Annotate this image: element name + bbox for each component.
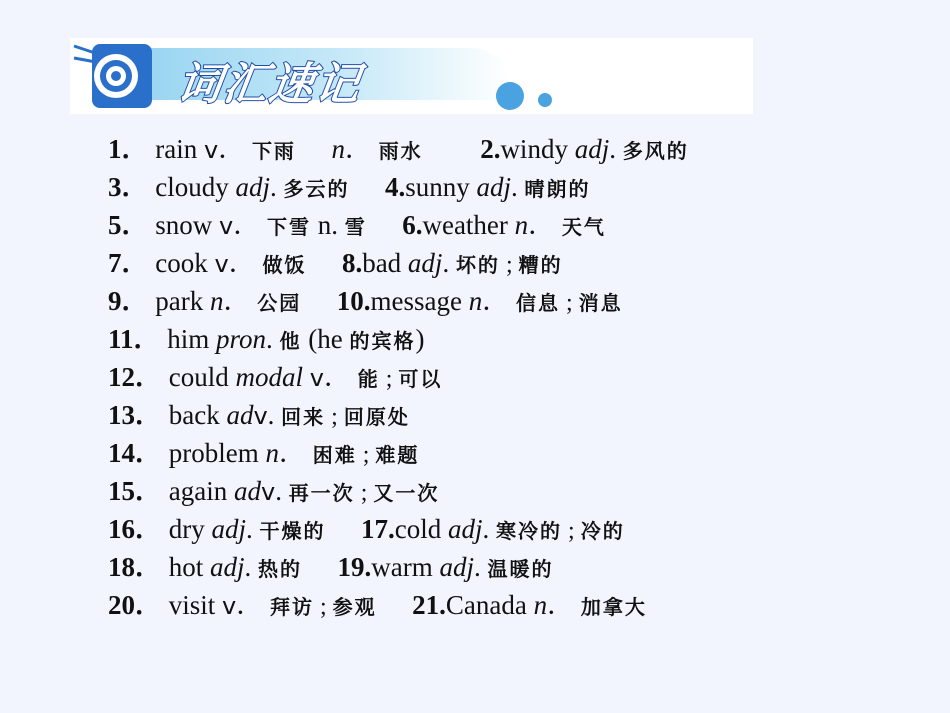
meaning: 拜访 (269, 595, 314, 619)
pos-dot: . (266, 324, 273, 354)
word: problem (168, 438, 259, 468)
banner-graphic (70, 38, 753, 114)
vocab-row (108, 358, 928, 396)
meaning: 雨水 (378, 139, 423, 163)
word: cold (394, 514, 442, 544)
item-number: 9． (108, 286, 149, 316)
vocab-row (108, 168, 928, 206)
separator: ; (505, 252, 513, 278)
separator: ; (568, 518, 575, 544)
vocab-row (108, 244, 928, 282)
vocab-row (108, 586, 928, 624)
pos-dot: ． (218, 134, 246, 164)
meaning: 公园 (257, 291, 302, 315)
pos-dot: . (442, 248, 450, 278)
word: back (168, 400, 220, 430)
word: him (167, 324, 210, 354)
meaning: 冷的 (580, 519, 625, 543)
pos: adj (439, 552, 475, 582)
vocab-row (108, 548, 928, 586)
item-number: 2. (480, 134, 501, 164)
pos-dot: . (244, 552, 252, 582)
pos-verb: v (260, 478, 276, 506)
vocab-row (108, 434, 928, 472)
word: visit (168, 590, 216, 620)
pos: modal (235, 362, 303, 392)
item-number: 15． (108, 476, 162, 506)
pos-verb: v (219, 212, 234, 240)
word: weather (422, 210, 508, 240)
pos: n (514, 210, 529, 240)
word: dry (168, 514, 205, 544)
pos: n (265, 438, 279, 468)
meaning: 的宾格 (349, 329, 416, 353)
meaning: 干燥的 (259, 519, 326, 543)
item-number: 14． (108, 438, 162, 468)
word: rain (155, 134, 198, 164)
word: hot (168, 552, 204, 582)
pos: adj (210, 552, 245, 582)
pos-dot: . (482, 514, 490, 544)
meaning: 晴朗的 (524, 177, 591, 201)
meaning: 做饭 (262, 253, 307, 277)
item-number: 17. (361, 514, 395, 544)
separator: ; (331, 404, 338, 430)
pos-dot: . (246, 514, 253, 544)
section-banner (70, 38, 753, 114)
pos-verb: v (253, 402, 268, 430)
word: again (168, 476, 228, 506)
item-number: 8. (341, 248, 363, 278)
meaning: 回原处 (343, 405, 410, 429)
meaning: 可以 (398, 367, 443, 391)
item-number: 12． (108, 362, 162, 392)
item-number: 18． (108, 552, 162, 582)
meaning: 寒冷的 (496, 519, 563, 543)
pos-dot: . (474, 552, 481, 582)
item-number: 3． (108, 172, 149, 202)
item-number: 13． (108, 400, 162, 430)
vocabulary-list (108, 130, 928, 624)
item-number: 20． (108, 590, 162, 620)
banner-title: 词汇速记 (173, 59, 365, 110)
pos-dot: ． (223, 286, 251, 316)
pos: n (331, 134, 345, 164)
meaning: 雪 (344, 215, 367, 239)
meaning: 他 (279, 329, 302, 353)
pos-dot: . (609, 134, 616, 164)
pos-dot: ． (228, 248, 256, 278)
word: park (155, 286, 204, 316)
meaning: 加拿大 (580, 595, 647, 619)
item-number: 7． (108, 248, 149, 278)
word: sunny (405, 172, 470, 202)
pos: adj (448, 514, 483, 544)
item-number: 10. (336, 286, 371, 316)
pos: adj (574, 134, 610, 164)
item-number: 21. (412, 590, 446, 620)
separator: ; (385, 366, 393, 392)
word: snow (155, 210, 213, 240)
item-number: 11． (108, 324, 161, 354)
pos-dot: . (270, 172, 277, 202)
pos: ad (233, 476, 261, 506)
pos-dot: ． (278, 438, 306, 468)
vocab-row (108, 396, 928, 434)
pos-verb: v (309, 364, 324, 392)
separator: ; (362, 442, 370, 468)
meaning: 温暖的 (487, 557, 554, 581)
separator: ; (319, 594, 327, 620)
meaning: 参观 (332, 595, 377, 619)
pos: n (533, 590, 548, 620)
item-number: 5． (108, 210, 149, 240)
word: message (370, 286, 462, 316)
word: could (168, 362, 229, 392)
meaning: 信息 (515, 291, 560, 315)
vocab-row (108, 472, 928, 510)
pos: ad (226, 400, 254, 430)
pos: adj (211, 514, 247, 544)
pos: adj (235, 172, 271, 202)
vocab-row (108, 510, 928, 548)
separator: ; (565, 290, 573, 316)
pos-dot: . (267, 400, 275, 430)
pos-dot: ． (528, 210, 556, 240)
pos: n (468, 286, 483, 316)
pos-dot: ． (547, 590, 575, 620)
item-number: 1． (108, 134, 149, 164)
pos-verb: v (214, 250, 229, 278)
pos-verb: v (222, 592, 237, 620)
pos-verb: v (203, 136, 219, 164)
pos-dot: ． (344, 134, 372, 164)
note: (he (308, 324, 343, 354)
pos-dot: ． (323, 362, 351, 392)
pos: adj (476, 172, 512, 202)
meaning: 热的 (258, 557, 303, 581)
pos-dot: ． (236, 590, 264, 620)
word: windy (500, 134, 568, 164)
meaning: 多风的 (622, 139, 689, 163)
separator: ; (360, 480, 368, 506)
meaning: 天气 (561, 215, 606, 239)
note-close: ) (415, 324, 425, 354)
meaning: 难题 (375, 443, 420, 467)
word: Canada (445, 590, 527, 620)
meaning: 能 (357, 367, 380, 391)
vocab-row (108, 206, 928, 244)
meaning: 下雪 (266, 215, 311, 239)
meaning: 坏的 (455, 253, 500, 277)
meaning: 糟的 (518, 253, 563, 277)
pos: n. (317, 210, 338, 240)
vocab-row (108, 320, 928, 358)
meaning: 困难 (312, 443, 357, 467)
meaning: 多云的 (283, 177, 350, 201)
word: cook (155, 248, 208, 278)
pos-dot: ． (482, 286, 510, 316)
meaning: 又一次 (373, 481, 440, 505)
pos: n (209, 286, 224, 316)
meaning: 消息 (578, 291, 623, 315)
pos: pron (216, 324, 267, 354)
meaning: 再一次 (288, 481, 355, 505)
item-number: 4. (385, 172, 406, 202)
pos-dot: . (511, 172, 518, 202)
pos: adj (407, 248, 443, 278)
word: bad (362, 248, 402, 278)
pos-dot: . (275, 476, 282, 506)
item-number: 19. (337, 552, 372, 582)
meaning: 下雨 (251, 139, 296, 163)
meaning: 回来 (281, 405, 326, 429)
item-number: 16． (108, 514, 162, 544)
vocab-row (108, 130, 928, 168)
word: cloudy (155, 172, 229, 202)
word: warm (371, 552, 433, 582)
item-number: 6. (402, 210, 423, 240)
pos-dot: ． (233, 210, 261, 240)
vocab-row (108, 282, 928, 320)
